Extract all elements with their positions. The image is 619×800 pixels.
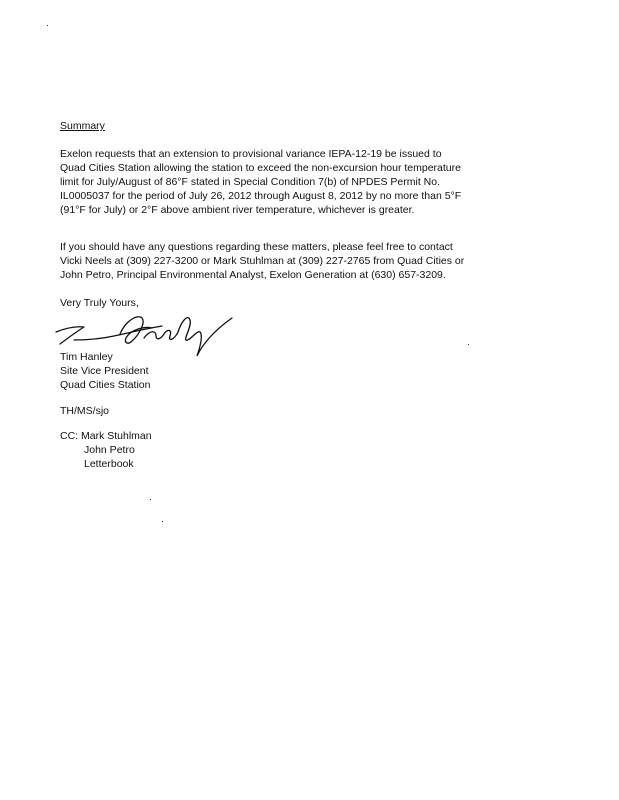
contact-paragraph xyxy=(60,240,500,282)
cc-recipient: Letterbook xyxy=(84,458,134,470)
cc-first-recipient: CC: Mark Stuhlman xyxy=(60,430,152,442)
cc-recipient: John Petro xyxy=(84,444,135,456)
paragraph-line: Vicki Neels at (309) 227-3200 or Mark Stuhlman at (309) 227-2765 from Quad Cities or xyxy=(60,255,465,267)
request-paragraph xyxy=(60,147,500,217)
scan-speck xyxy=(468,344,469,345)
paragraph-line: limit for July/August of 86°F stated in Special Condition 7(b) of NPDES Permit No. xyxy=(60,176,441,188)
paragraph-line: Quad Cities Station allowing the station to exceed the non-excursion hour temperature xyxy=(60,162,461,174)
scan-speck xyxy=(162,521,163,522)
reference-initials: TH/MS/sjo xyxy=(60,405,110,417)
paragraph-line: (91°F for July) or 2°F above ambient river temperature, whichever is greater. xyxy=(60,204,415,216)
paragraph-line: If you should have any questions regarding these matters, please feel free to contact xyxy=(60,241,453,253)
closing-salutation: Very Truly Yours, xyxy=(60,297,139,309)
paragraph-line: Exelon requests that an extension to provisional variance IEPA-12-19 be issued to xyxy=(60,148,442,160)
paragraph-line: John Petro, Principal Environmental Analyst, Exelon Generation at (630) 657-3209. xyxy=(60,269,446,281)
signer-organization: Quad Cities Station xyxy=(60,379,151,391)
summary-heading: Summary xyxy=(60,120,105,132)
signer-name: Tim Hanley xyxy=(60,351,113,363)
signer-title: Site Vice President xyxy=(60,365,149,377)
signature-block xyxy=(60,350,150,392)
paragraph-line: IL0005037 for the period of July 26, 2012 through August 8, 2012 by no more than 5°F xyxy=(60,190,462,202)
scan-speck xyxy=(47,25,48,26)
scan-speck xyxy=(150,499,151,500)
cc-list xyxy=(60,429,152,471)
